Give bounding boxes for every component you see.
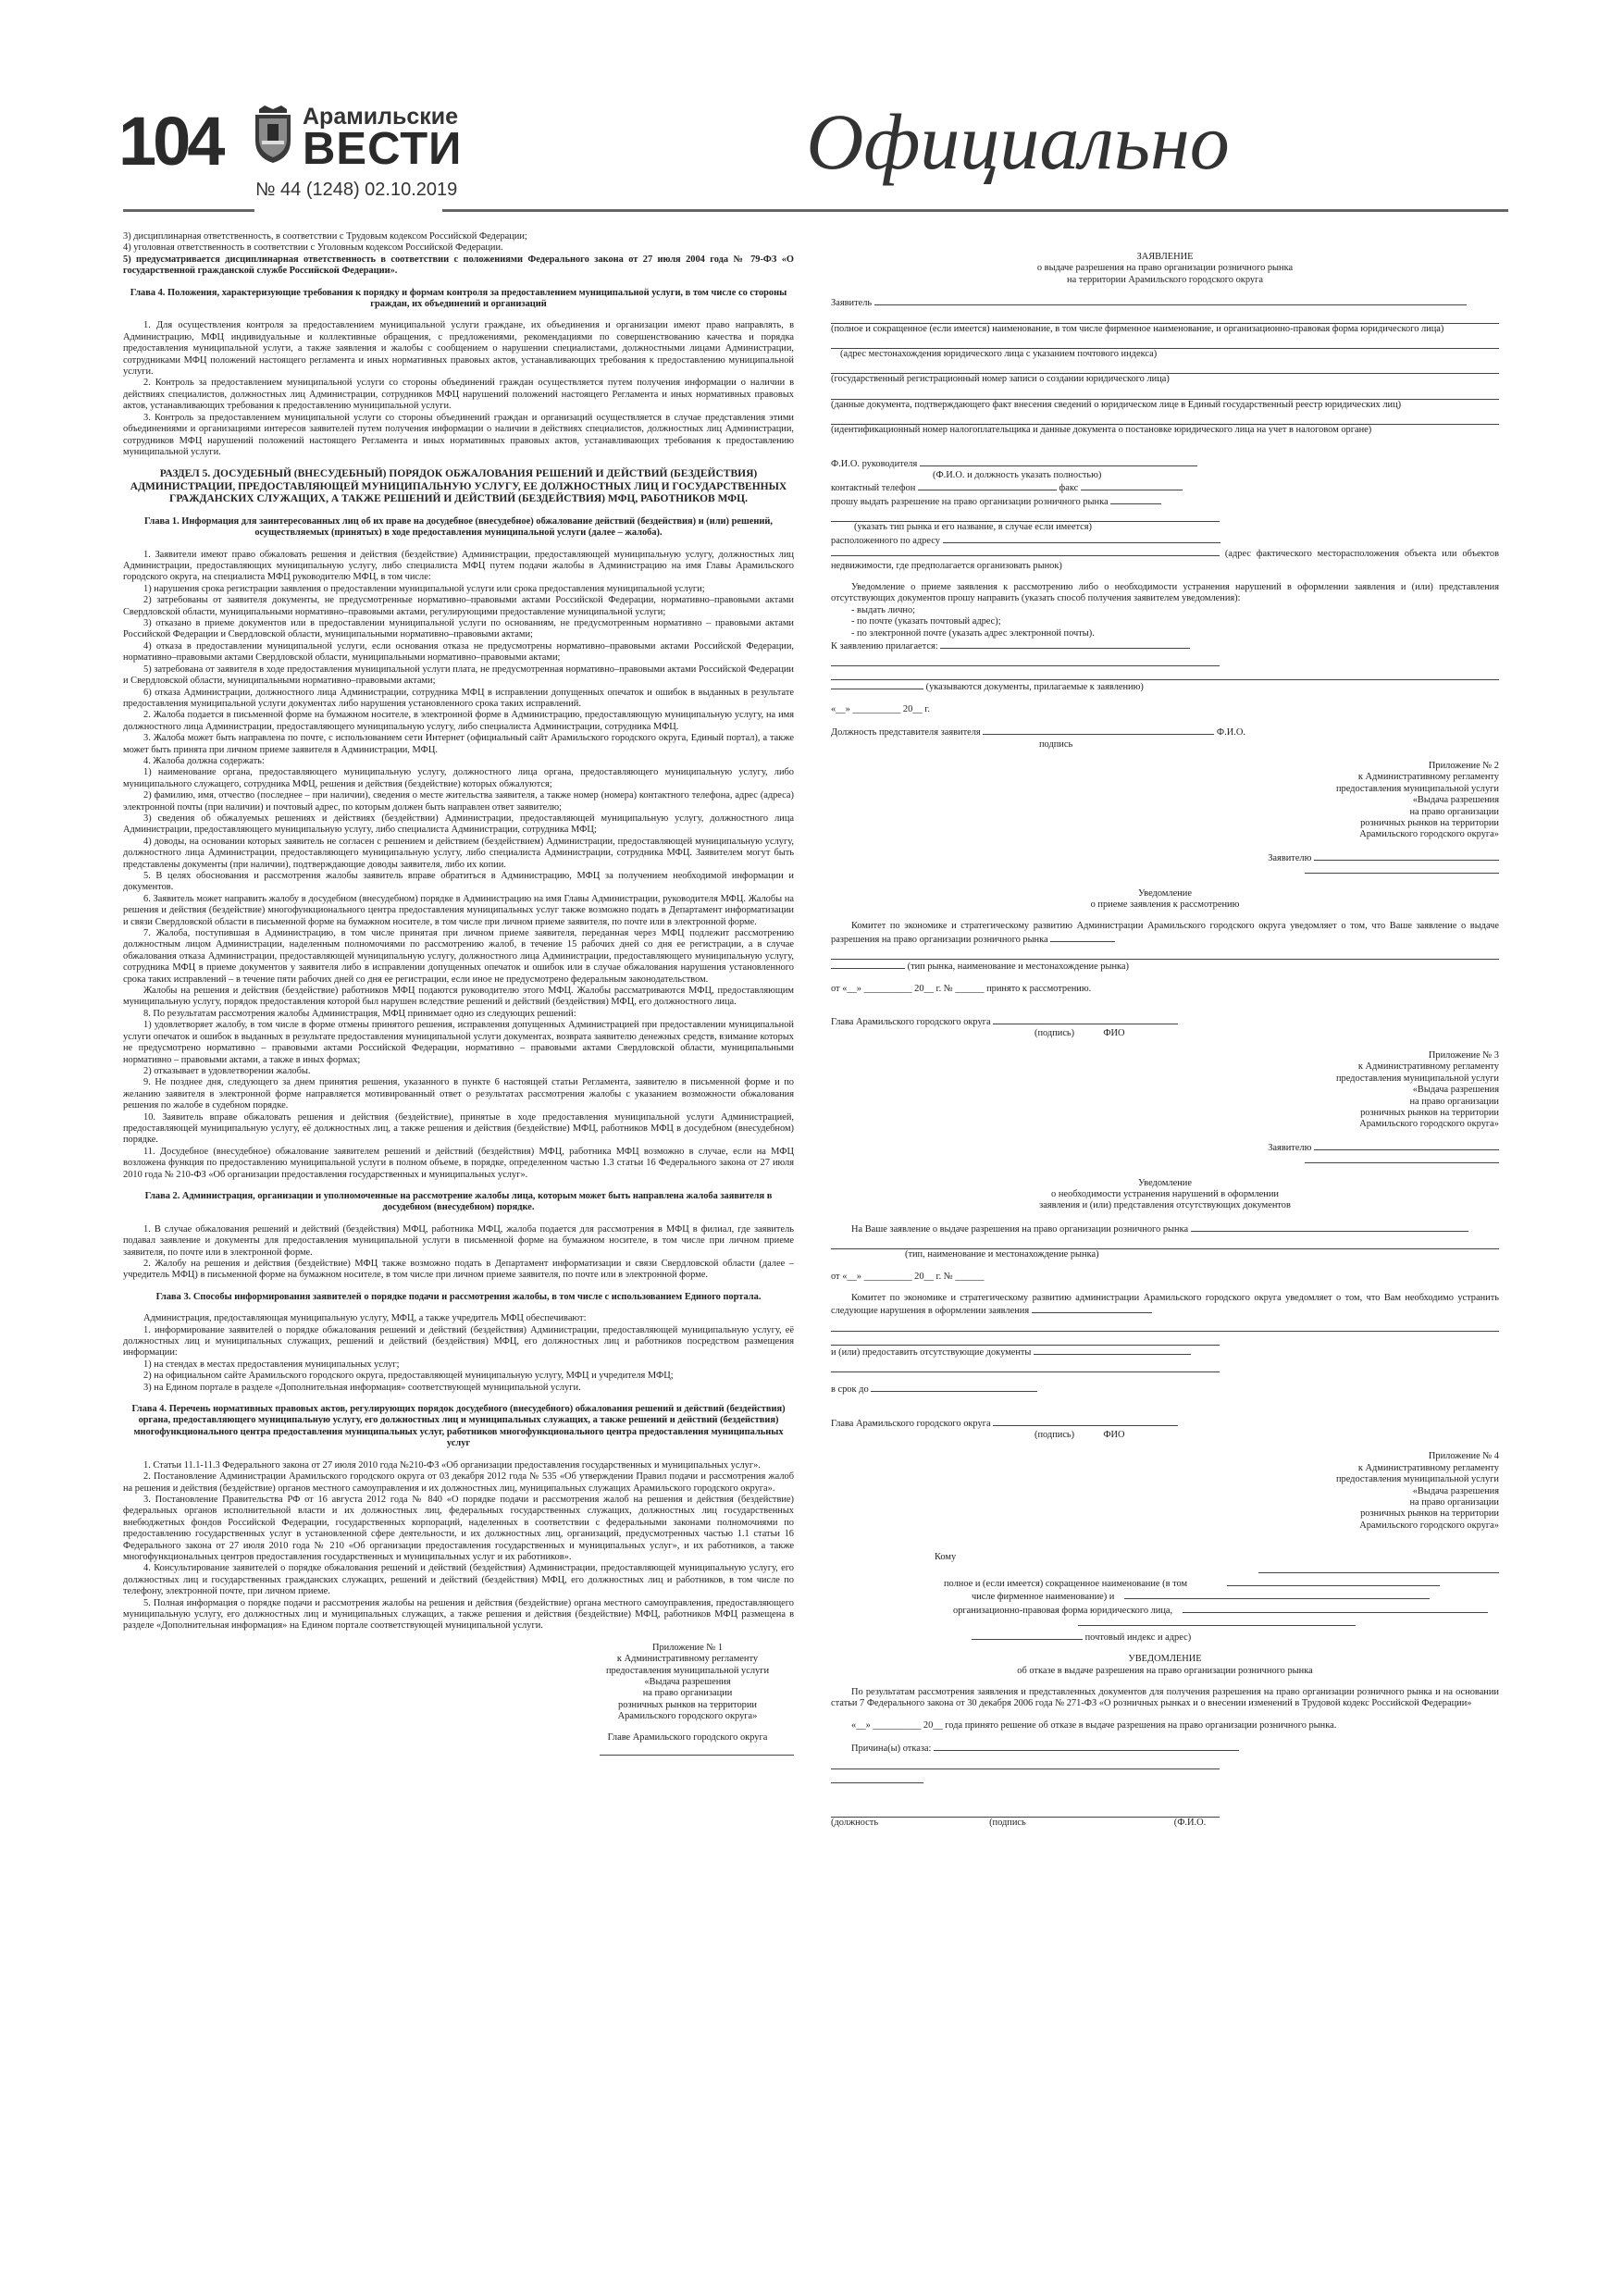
recipient-label: Кому [935, 1552, 957, 1563]
field-hint: (полное и сокращенное (если имеется) наименование, в том числе фирменное наименование, и организационно-правовая форма юридического лица) [831, 323, 1444, 334]
blank-line [831, 666, 1499, 680]
appendix-line: предоставления муниципальной услуги [605, 1665, 770, 1676]
signature-hints: (подпись) ФИО [1035, 1028, 1125, 1039]
paragraph: 1) нарушения срока регистрации заявления о предоставлении муниципальной услуги или срока предоставления муниципальной услуги; [143, 583, 705, 594]
blank-line [831, 1756, 1220, 1769]
blank-line [831, 508, 1220, 522]
blank-line [831, 386, 1499, 400]
appendix-line: розничных рынков на территории [618, 1699, 757, 1710]
paragraph: 1. В случае обжалования решений и действий (бездействия) МФЦ, работника МФЦ, жалоба подается для рассмотрения в МФЦ в филиал, где заявитель подавал заявление и документы для предоставления муниципальной услуги в письменной форме на бумажном носителе, в том числе при личном приеме заявителя, по почте или в электронной форме. [123, 1223, 794, 1258]
paragraph: 4) уголовная ответственность в соответствии с Уголовным кодексом Российской Федерации. [123, 242, 503, 254]
blank-line [831, 335, 1499, 349]
paragraph: 4) отказа в предоставлении муниципальной услуги, если основания отказа не предусмотрены нормативно–правовыми актами Российской Федерации, нормативно–правовыми актами Свердловской области, муниципальными нормативно–правовыми актами; [123, 640, 794, 664]
appendix-line: розничных рынков на территории [1360, 818, 1499, 828]
paragraph: 3) сведения об обжалуемых решениях и действиях (бездействии) Администрации, предоставляющей муниципальную услугу, должностного лица Администрации, предоставляющего муниципальную услугу, либо специалиста Администрации, сотрудника МФЦ; [123, 813, 794, 836]
blank-line [935, 1617, 1499, 1630]
blank-line [831, 411, 1499, 425]
paragraph: 5) затребована от заявителя в ходе предоставления муниципальной услуги плата, не предусмотренная нормативно–правовыми актами Российской Федерации и Свердловской области, муниципальными нормативно–правовыми актами; [123, 664, 794, 687]
paragraph: 1) удовлетворяет жалобу, в том числе в форме отмены принятого решения, исправления допущенных Администрацией при предоставлении муниципальной услуги опечаток и ошибок в выданных в результате предоставления муниципальной услуги документах, возврата заявителю денежных средств, взимание которых не предусмотрено нормативно – правовыми актами Российской Федерации, нормативно – правовыми актами Свердловской области, муниципальными нормативно – правовыми актами, а также в иных формах; [123, 1020, 794, 1065]
paragraph: 1. Заявители имеют право обжаловать решения и действия (бездействие) Администрации, предоставляющей муниципальную услугу, должностных лиц Администрации, предоставляющих муниципальную услугу, либо специалиста МФЦ путем подачи жалобы в Администрацию на имя Главы Арамильского городского округа, на специалиста МФЦ руководителю МФЦ, в том числе: [123, 549, 794, 583]
form-field: Должность представителя заявителя Ф.И.О. [831, 727, 1245, 738]
field-hint: (данные документа, подтверждающего факт внесения сведений о юридическом лице в Единый государственный реестр юридических лиц) [831, 399, 1402, 410]
appendix-line: к Административному регламенту [1357, 772, 1499, 783]
form-field: расположенного по адресу [831, 534, 1499, 547]
appendix-line: «Выдача разрешения [1412, 1085, 1499, 1096]
form-field: контактный телефон факс [831, 481, 1499, 494]
appendix-line: «Выдача разрешения [1412, 795, 1499, 806]
paragraph: 2) затребованы от заявителя документы, не предусмотренные нормативно–правовыми актами Российской Федерации, нормативно–правовыми актами Свердловской области, муниципальными нормативно–правовыми актами, регулирующими предоставление муниципальной услуги; [123, 595, 794, 617]
page-number: 104 [118, 103, 222, 180]
paragraph: Комитет по экономике и стратегическому развитию администрации Арамильского городского округа уведомляет о том, что Вам необходимо устранить следующие нарушения в оформлении заявления [831, 1292, 1499, 1317]
paragraph: 4) доводы, на основании которых заявитель не согласен с решением и действием (бездействием) Администрации, предоставляющей муниципальную услугу, должностного лица Администрации, предоставляющего муниципальную услугу, либо специалиста Администрации, сотрудника МФЦ. Заявителем могут быть представлены документы (при наличии), подтверждающие доводы заявителя, либо их копии. [123, 836, 794, 870]
paragraph: По результатам рассмотрения заявления и представленных документов для получения разрешения на право организации розничного рынка и на основании статьи 7 Федерального закона от 30 декабря 2006 года № 271-ФЗ «О розничных рынках и о внесении изменений в Трудовой кодекс Российской Федерации» [831, 1686, 1499, 1709]
application-title: ЗАЯВЛЕНИЕ [1136, 252, 1194, 262]
appendix-line: «Выдача разрешения [644, 1677, 731, 1687]
form-field: в срок до [831, 1383, 1499, 1396]
notice-title: Уведомление [1138, 887, 1192, 899]
paragraph: 11. Досудебное (внесудебное) обжалование заявителем решений и действий (бездействия) МФЦ, работника МФЦ возможно в случае, если на МФЦ возложена функция по предоставлению муниципальной услуги в полном объеме, в порядке, определенном частью 1.3 статьи 16 Федерального закона от 27 июля 2010 года № 210-ФЗ «Об организации предоставления государственных и муниципальных услуг». [123, 1146, 794, 1180]
paragraph: 5. Полная информация о порядке подачи и рассмотрения жалобы на решения и действия (бездействие) органа местного самоуправления, предоставляющего муниципальную услугу, его должностных лиц и муниципальных служащих, а также решения и действия (бездействие) МФЦ, работников МФЦ размещена в разделе «Дополнительная информация» на Едином портале соответствующей муниципальной услуги. [123, 1597, 794, 1632]
paragraph: 6) отказа Администрации, должностного лица Администрации, сотрудника МФЦ в исправлении допущенных опечаток и ошибок в выданных в результате предоставления муниципальной услуги документах либо нарушения установленного срока таких исправлений. [123, 687, 794, 709]
appendix-line: на право организации [1409, 1497, 1499, 1508]
paragraph: 2) на официальном сайте Арамильского городского округа, предоставляющей муниципальную услугу, МФЦ и учредителя МФЦ; [143, 1371, 674, 1382]
appendix-line: на право организации [1409, 806, 1499, 817]
header-rule-right [442, 209, 1508, 212]
chapter-title: Глава 1. Информация для заинтересованных лиц об их праве на досудебное (внесудебное) обжалование действий (бездействия) и (или) решений, осуществляемых (принятых) в ходе предоставления муниципальной услуги (далее – жалоба). [144, 515, 773, 539]
paragraph: 1) наименование органа, предоставляющего муниципальную услугу, должностного лица органа, предоставляющего муниципальную услугу, либо муниципального служащего, сотрудника МФЦ, решения и действия (бездействие) которых обжалуются; [123, 767, 794, 789]
form-field: и (или) предоставить отсутствующие документы [831, 1346, 1499, 1359]
appendix-line: Приложение № 3 [1428, 1049, 1499, 1061]
field-hint: (тип, наименование и местонахождение рынка) [905, 1249, 1099, 1260]
appendix-line: Арамильского городского округа» [617, 1711, 758, 1722]
paragraph: Комитет по экономике и стратегическому развитию Администрации Арамильского городского округа уведомляет о том, что Ваше заявление о выдаче разрешения на право организации розничного рынка [831, 921, 1499, 945]
paragraph: 3) дисциплинарная ответственность, в соответствии с Трудовым кодексом Российской Федерации; [123, 231, 527, 242]
header-rule-left [123, 209, 254, 212]
recipient-hint: организационно-правовая форма юридического лица, [935, 1604, 1499, 1617]
appendix-line: Арамильского городского округа» [1359, 1119, 1499, 1130]
appendix-4-heading [1314, 1451, 1499, 1532]
brand-name-bottom: ВЕСТИ [303, 124, 463, 174]
appendix-line: Арамильского городского округа» [1359, 1520, 1499, 1531]
blank-line [935, 1564, 1499, 1577]
recipient-hint: полное и (если имеется) сокращенное наименование (в том [935, 1577, 1499, 1590]
paragraph: 3) отказано в приеме документов или в предоставлении муниципальной услуги по основаниям, не предусмотренным нормативно – правовыми актами Российской Федерации и Свердловской области, муниципальными нормативно–правовыми актами; [123, 618, 794, 640]
notice-title: Уведомление [1138, 1177, 1192, 1188]
blank-line [831, 1332, 1220, 1346]
blank-line [831, 1804, 1220, 1818]
field-hint: (государственный регистрационный номер записи о создании юридического лица) [831, 374, 1170, 385]
paragraph: 2) фамилию, имя, отчество (последнее – при наличии), сведения о месте жительства заявителя, а также номер (номера) контактного телефона, адрес (адреса) электронной почты (при наличии) и почтовый адрес, по которым должен быть направлен ответ заявителю; [123, 790, 794, 813]
blank-line [831, 360, 1499, 374]
appendix-line: «Выдача разрешения [1412, 1485, 1499, 1496]
appendix-line: к Административному регламенту [1357, 1462, 1499, 1473]
paragraph: Администрация, предоставляющая муниципальную услугу, МФЦ, а также учредитель МФЦ обеспечивают: [143, 1313, 587, 1324]
appendix-line: предоставления муниципальной услуги [1335, 783, 1499, 794]
form-field: (адрес фактического месторасположения объекта или объектов недвижимости, где предполагается организовать рынок) [831, 549, 1499, 571]
appendix-line: к Административному регламенту [616, 1654, 759, 1665]
paragraph: 2. Жалобу на решения и действия (бездействие) МФЦ также возможно подать в Департамент информатизации и связи Свердловской области (далее – учредитель МФЦ) в письменной форме на бумажном носителе, в том числе при личном приеме заявителя, по почте или в электронной форме. [123, 1259, 794, 1281]
appendix-line: на право организации [642, 1688, 733, 1699]
appendix-line: Приложение № 1 [651, 1642, 724, 1653]
field-hint: (Ф.И.О. и должность указать полностью) [933, 470, 1102, 481]
recipient-field: Заявителю [831, 851, 1499, 864]
section-title: РАЗДЕЛ 5. ДОСУДЕБНЫЙ (ВНЕСУДЕБНЫЙ) ПОРЯДОК ОБЖАЛОВАНИЯ РЕШЕНИЙ И ДЕЙСТВИЙ (БЕЗДЕЙСТВИЯ) АДМИНИСТРАЦИИ, ПРЕДОСТАВЛЯЮЩЕЙ МУНИЦИПАЛЬНУЮ УСЛУГУ, ЕЕ ДОЛЖНОСТНЫХ ЛИЦ И ГОСУДАРСТВЕННЫХ ГРАЖДАНСКИХ СЛУЖАЩИХ, А ТАКЖЕ РЕШЕНИЙ И ДЕЙСТВИЙ (БЕЗДЕЙСТВИЯ) МФЦ, РАБОТНИКОВ МФЦ. [130, 468, 787, 505]
notice-subtitle: о необходимости устранения нарушений в оформлении [1051, 1188, 1279, 1199]
chapter-title: Глава 4. Положения, характеризующие требования к порядку и формам контроля за предоставлением муниципальной услуги, в том числе со стороны граждан, их объединений и организаций [130, 287, 787, 310]
paragraph: Жалобы на решения и действия (бездействие) работников МФЦ подаются руководителю этого МФЦ. Жалобы рассматриваются МФЦ, предоставляющим муниципальную услугу, порядок предоставления которой был нарушен вследствие решений и действий (бездействия) МФЦ, его должностного лица. [123, 986, 794, 1008]
application-subtitle: на территории Арамильского городского округа [1067, 274, 1263, 285]
form-field: Ф.И.О. руководителя [831, 457, 1499, 470]
paragraph: 1. Статьи 11.1-11.3 Федерального закона от 27 июля 2010 года №210-ФЗ «Об организации предоставления государственных и муниципальных услуг». [143, 1459, 761, 1471]
date-line: от «__» __________ 20__ г. № ______ принято к рассмотрению. [831, 983, 1092, 994]
appendix-line: Приложение № 2 [1428, 760, 1499, 771]
appendix-line: Приложение № 4 [1428, 1451, 1499, 1462]
appendix-line: предоставления муниципальной услуги [1335, 1073, 1499, 1084]
paragraph: 4. Консультирование заявителей о порядке обжалования решений и действий (бездействия) Администрации, предоставляющей муниципальную услугу, его должностных лиц и государственных гражданских служащих, решений и действий (бездействия) МФЦ, его должностных лиц и работников, в том числе по телефону, электронной почте, при личном приеме. [123, 1563, 794, 1597]
left-column [123, 231, 794, 1756]
rubric-title: Официально [806, 97, 1230, 186]
paragraph: На Ваше заявление о выдаче разрешения на право организации розничного рынка [831, 1222, 1499, 1235]
date-line: от «__» __________ 20__ г. № ______ [831, 1271, 985, 1282]
paragraph: 7. Жалоба, поступившая в Администрацию, в том числе принятая при личном приеме заявителя, переданная через МФЦ подлежит рассмотрению должностным лицом Администрации, наделенным полномочиями по рассмотрению жалоб, в течение 15 рабочих дней со дня ее регистрации, а в случае обжалования отказа Администрации, предоставляющей муниципальную услугу, должностного лица Администрации, предоставляющего муниципальную услугу, сотрудника МФЦ в приеме документов у заявителя либо в исправлении допущенных опечаток и ошибок или в случае обжалования нарушения установленного срока таких исправлений – в течение пяти рабочих дней со дня ее регистрации, если иное не предусмотрено федеральным законодательством. [123, 928, 794, 985]
paragraph: 3. Постановление Правительства РФ от 16 августа 2012 года № 840 «О порядке подачи и рассмотрения жалоб на решения и действия (бездействие) федеральных органов исполнительной власти и их должностных лиц, федеральных государственных служащих, должностных лиц государственных внебюджетных фондов Российской Федерации, государственных корпораций, наделенных в соответствии с федеральными законами полномочиями по предоставлению государственных услуг в установленной сфере деятельности, и их должностных лиц, организаций, предусмотренных частью 1.1 статьи 16 Федерального закона от 27 июля 2010 года № 210 «Об организации предоставления государственных и муниципальных услуг», и их работников, а также многофункциональных центров предоставления государственных и муниципальных услуг и их работников». [123, 1494, 794, 1562]
paragraph: 1. Для осуществления контроля за предоставлением муниципальной услуги граждане, их объединения и организации имеют право направлять, в Администрацию, МФЦ индивидуальные и коллективные обращения, с предложениями, рекомендациями по совершенствованию качества и порядка предоставления муниципальной услуги, а также заявления и жалобы с сообщением о нарушении специалистами, должностными лицами Администрации, сотрудниками МФЦ положений настоящего регламента и иных нормативных правовых актов, устанавливающих требования к предоставлению муниципальной услуги. [123, 320, 794, 378]
blank-line [831, 1318, 1499, 1332]
notice-subtitle: заявления и (или) представления отсутствующих документов [1039, 1200, 1291, 1211]
recipient-block [935, 1552, 1499, 1644]
field-hint: (адрес местонахождения юридического лица с указанием почтового индекса) [840, 349, 1158, 360]
blank-line [831, 1154, 1499, 1167]
paragraph: 2) отказывает в удовлетворении жалобы. [143, 1065, 311, 1076]
paragraph: 4. Жалоба должна содержать: [143, 755, 265, 766]
date-line: «__» __________ 20__ г. [831, 703, 930, 714]
paragraph: 3. Контроль за предоставлением муниципальной услуги со стороны объединений граждан и организаций осуществляется в случае представления этими объединениями и организациями интересов заявителей путем получения информации о наличии в действиях специалистов, должностных лиц Администрации, сотрудников МФЦ нарушений положений настоящего Регламента и иных нормативных правовых актов, устанавливающих требования к предоставлению муниципальной услуги. [123, 412, 794, 457]
coat-of-arms-icon [252, 104, 294, 165]
form-field: (указываются документы, прилагаемые к заявлению) [831, 680, 1499, 693]
issue-info: № 44 (1248) 02.10.2019 [255, 180, 458, 200]
appendix-1-heading [581, 1643, 794, 1756]
blank-line [831, 864, 1499, 877]
appendix-line: на право организации [1409, 1096, 1499, 1107]
appendix-2-heading [1314, 761, 1499, 841]
list-item: - выдать лично; [851, 604, 916, 615]
paragraph: 3. Жалоба может быть направлена по почте, с использованием сети Интернет (официальный сайт Арамильского городского округа, Единый портал), а также может быть принята при личном приеме заявителя в Администрации, МФЦ. [123, 733, 794, 755]
paragraph: 1. информирование заявителей о порядке обжалования решений и действий (бездействия) Администрации, предоставляющей муниципальную услугу, её должностных лиц и муниципальных служащих, решений и действий (бездействия) МФЦ, его должностных лиц и работников посредством размещения информации: [123, 1324, 794, 1359]
blank-line [831, 1235, 1499, 1249]
paragraph: «__» __________ 20__ года принято решение об отказе в выдаче разрешения на право организации розничного рынка. [851, 1719, 1337, 1731]
list-item: - по почте (указать почтовый адрес); [851, 616, 1001, 627]
blank-line [831, 946, 1499, 960]
blank-line [831, 652, 1220, 666]
masthead [0, 0, 1623, 231]
appendix-line: Арамильского городского округа» [1359, 829, 1499, 840]
paragraph: Уведомление о приеме заявления к рассмотрению либо о необходимости устранения нарушений в оформлении заявления и (или) представления отсутствующих документов прошу направить (указать способ получения заявителем уведомления): [831, 581, 1499, 604]
paragraph: 9. Не позднее дня, следующего за днем принятия решения, указанного в пункте 6 настоящей статьи Регламента, заявителю в письменной форме и по желанию заявителя в электронной форме направляется мотивированный ответ о результатах рассмотрения жалобы с указанием возможности обжалования решения по жалобе в судебном порядке. [123, 1077, 794, 1111]
form-field: Глава Арамильского городского округа [831, 1417, 1499, 1430]
blank-line [831, 1359, 1220, 1372]
refusal-title: УВЕДОМЛЕНИЕ [1128, 1654, 1202, 1665]
form-field: прошу выдать разрешение на право организации розничного рынка [831, 495, 1499, 508]
paragraph: 8. По результатам рассмотрения жалобы Администрация, МФЦ принимает одно из следующих решений: [143, 1008, 576, 1019]
paragraph: 3) на Едином портале в разделе «Дополнительная информация» соответствующей муниципальной услуги. [143, 1382, 581, 1393]
blank-line [600, 1744, 794, 1756]
paragraph: 1) на стендах в местах предоставления муниципальных услуг; [143, 1359, 400, 1370]
application-subtitle: о выдаче разрешения на право организации розничного рынка [1036, 263, 1294, 274]
paragraph: 5) предусматривается дисциплинарная ответственность в соответствии с положениями Федерального закона от 27 июля 2004 года № 79-ФЗ «О государственной гражданской службе Российской Федерации». [123, 254, 794, 277]
field-hint: (указать тип рынка и его название, в случае если имеется) [854, 522, 1092, 533]
blank-line [831, 1769, 923, 1783]
signature-hints: (должность (подпись (Ф.И.О. [831, 1817, 1207, 1828]
right-column [831, 231, 1499, 1829]
appendix-3-heading [1314, 1050, 1499, 1131]
chapter-title: Глава 3. Способы информирования заявителей о порядке подачи и рассмотрения жалобы, в том числе с использованием Единого портала. [155, 1291, 762, 1302]
paragraph: 2. Контроль за предоставлением муниципальной услуги со стороны объединений граждан осуществляется путем получения информации о наличии в действиях специалистов, должностных лиц Администрации, сотрудников МФЦ нарушений положений настоящего Регламента и иных нормативных правовых актов, устанавливающих требования к предоставлению муниципальной услуги. [123, 378, 794, 412]
appendix-line: предоставления муниципальной услуги [1335, 1474, 1499, 1485]
addressee: Главе Арамильского городского округа [607, 1731, 768, 1743]
notice-subtitle: о приеме заявления к рассмотрению [1090, 900, 1240, 911]
chapter-title: Глава 4. Перечень нормативных правовых актов, регулирующих порядок досудебного (внесудебного) обжалования решений и действий (бездействия) органа, предоставляющего муниципальную услугу, его должностных лиц и муниципальных служащих, а также решений и действий (бездействия) многофункционального центра предоставления муниципальных услуг, работников многофункционального центра предоставления муниципальных услуг [131, 1404, 786, 1449]
recipient-hint: почтовый индекс и адрес) [935, 1631, 1499, 1644]
form-field: Причина(ы) отказа: [831, 1742, 1499, 1755]
refusal-subtitle: об отказе в выдаче разрешения на право организации розничного рынка [1017, 1665, 1313, 1676]
paragraph: 2. Жалоба подается в письменной форме на бумажном носителе, в электронной форме в Администрацию, предоставляющую муниципальную услугу, на имя должностного лица Администрации, предоставляющего муниципальную услугу, либо специалиста Администрации, сотрудника МФЦ. [123, 710, 794, 732]
list-item: - по электронной почте (указать адрес электронной почты). [851, 627, 1095, 639]
field-hint: подпись [1039, 738, 1073, 750]
paragraph: 5. В целях обоснования и рассмотрения жалобы заявитель вправе обратиться в Администрацию, МФЦ за получением необходимой информации и документов. [123, 871, 794, 893]
signature-hints: (подпись) ФИО [1035, 1430, 1125, 1440]
form-field: (тип рынка, наименование и местонахождение рынка) [831, 960, 1499, 973]
form-field: Заявитель [831, 296, 1499, 309]
form-field: Глава Арамильского городского округа [831, 1015, 1499, 1028]
appendix-line: розничных рынков на территории [1360, 1107, 1499, 1118]
paragraph: 6. Заявитель может направить жалобу в досудебном (внесудебном) порядке в Администрацию на имя Главы Администрации, руководителя МФЦ. Жалобы на решения и действия (бездействие) многофункционального центра предоставления муниципальных услуг также возможно подать в Департамент информатизации и связи Свердловской области в письменной форме на бумажном носителе, в том числе при личном приеме заявителя, по почте или в электронной форме. [123, 893, 794, 927]
brand-name-top: Арамильские [303, 104, 459, 130]
chapter-title: Глава 2. Администрация, организации и уполномоченные на рассмотрение жалобы лица, которым может быть направлена жалоба заявителя в досудебном (внесудебном) порядке. [144, 1190, 773, 1213]
appendix-line: розничных рынков на территории [1360, 1508, 1499, 1520]
paragraph: 10. Заявитель вправе обжаловать решения и действия (бездействие), принятые в ходе предоставления муниципальной услуги Администрацией, предоставляющей муниципальную услугу, её должностных лиц, а также решения и действия (бездействие) МФЦ, работников МФЦ в досудебном (внесудебном) порядке. [123, 1111, 794, 1146]
recipient-hint: числе фирменное наименование) и [935, 1590, 1499, 1603]
form-field: К заявлению прилагается: [831, 639, 1499, 652]
paragraph: 2. Постановление Администрации Арамильского городского округа от 03 декабря 2012 года № 535 «Об утверждении Правил подачи и рассмотрения жалоб на решения и действия (бездействие) органов местного самоуправления и их должностных лиц, муниципальных служащих Арамильского городского округа». [123, 1471, 794, 1494]
field-hint: (идентификационный номер налогоплательщика и данные документа о постановке юридического лица на учет в налоговом органе) [831, 425, 1372, 436]
blank-line [831, 310, 1499, 324]
recipient-field: Заявителю [831, 1141, 1499, 1154]
appendix-line: к Административному регламенту [1357, 1061, 1499, 1073]
